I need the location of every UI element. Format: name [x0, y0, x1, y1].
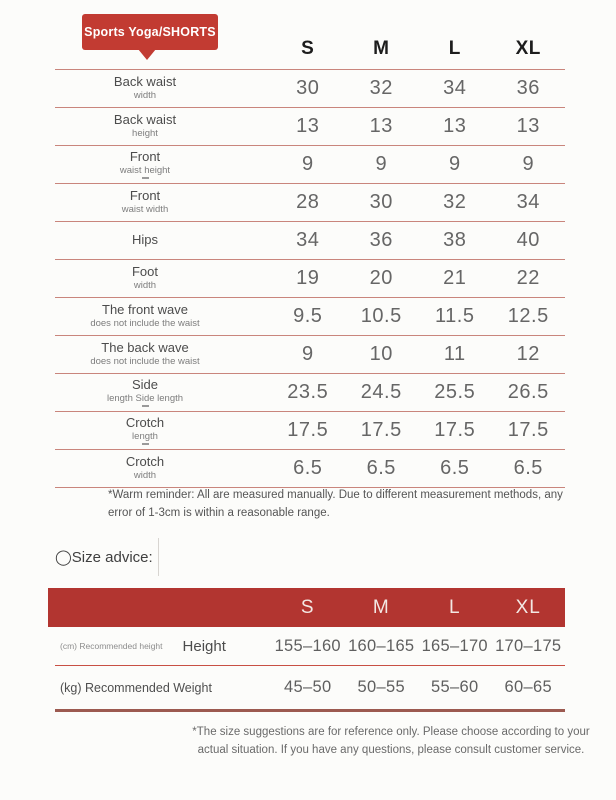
table-row	[55, 298, 565, 336]
size-table	[55, 0, 565, 488]
size-column-header: M	[372, 596, 390, 618]
size-column-header: L	[448, 596, 461, 618]
row-label-cell	[55, 233, 271, 248]
size-value: 12.5	[507, 305, 549, 327]
size-value: 21	[443, 267, 467, 289]
size-value: 17.5	[434, 419, 476, 441]
recommended-weight-label: (kg) Recommended Weight	[60, 680, 212, 695]
row-label: Back waist	[113, 112, 177, 128]
size-value: 20	[369, 267, 393, 289]
row-dash	[142, 177, 149, 179]
size-value: 9	[301, 153, 314, 175]
row-label: The back wave	[101, 340, 189, 356]
size-value: 34	[296, 229, 320, 251]
size-value: 6.5	[440, 457, 470, 479]
row-label: Front	[129, 148, 161, 164]
recommended-height-small-label: (cm) Recommended height	[60, 641, 163, 651]
advice-height-label	[55, 638, 271, 655]
row-label-cell	[55, 416, 271, 445]
row-sublabel: does not include the waist	[90, 318, 200, 330]
size-value: 13	[296, 115, 320, 137]
size-value: 28	[296, 191, 320, 213]
height-value-xl: 170–175	[495, 636, 562, 655]
size-column-header: L	[448, 38, 461, 59]
size-value: 32	[369, 77, 393, 99]
size-value: 12	[516, 343, 540, 365]
size-value: 19	[296, 267, 320, 289]
row-label-cell	[55, 113, 271, 139]
size-value: 30	[369, 191, 393, 213]
row-label-cell	[55, 265, 271, 291]
row-label: Side	[131, 376, 159, 392]
row-label: Foot	[131, 264, 158, 280]
table-row	[55, 146, 565, 184]
size-value: 22	[516, 267, 540, 289]
size-value: 13	[369, 115, 393, 137]
row-label: Crotch	[125, 454, 165, 470]
product-tag-label: Sports Yoga/SHORTS	[84, 25, 216, 39]
size-table-body	[55, 70, 565, 488]
size-value: 24.5	[360, 381, 402, 403]
table-row	[55, 260, 565, 298]
size-value: 38	[443, 229, 467, 251]
row-label: The front wave	[102, 302, 188, 318]
table-row	[55, 70, 565, 108]
row-sublabel: length Side length	[106, 392, 184, 404]
size-value: 6.5	[513, 457, 543, 479]
row-sublabel: does not include the waist	[90, 356, 200, 368]
row-sublabel: waist width	[121, 204, 169, 216]
row-dash	[142, 443, 149, 445]
size-value: 36	[369, 229, 393, 251]
size-value: 34	[443, 77, 467, 99]
row-label: Back waist	[113, 74, 177, 90]
row-sublabel: length	[132, 430, 158, 442]
warm-reminder-text: *Warm reminder: All are measured manually. Due to different measurement methods, any error of 1-3cm is within a reasonable range.	[108, 489, 563, 519]
size-value: 36	[516, 77, 540, 99]
size-value: 17.5	[287, 419, 329, 441]
size-column-header: S	[300, 596, 315, 618]
size-value: 13	[443, 115, 467, 137]
row-label-cell	[55, 341, 271, 367]
size-value: 17.5	[360, 419, 402, 441]
row-sublabel: width	[133, 280, 157, 292]
size-value: 10	[369, 343, 393, 365]
row-label-cell	[55, 303, 271, 329]
row-label-cell	[55, 189, 271, 215]
size-value: 40	[516, 229, 540, 251]
weight-value-xl: 60–65	[504, 678, 552, 696]
size-value: 9	[375, 153, 388, 175]
size-value: 34	[516, 191, 540, 213]
row-label-cell	[55, 378, 271, 407]
size-value: 6.5	[293, 457, 323, 479]
size-advice-note: *The size suggestions are for reference only. Please choose according to your actual situation. If you have any questions, please consult customer service.	[192, 726, 590, 757]
size-value: 9.5	[293, 305, 323, 327]
size-value: 9	[522, 153, 535, 175]
advice-height-row	[55, 627, 565, 666]
size-value: 10.5	[360, 305, 402, 327]
weight-value-m: 50–55	[357, 678, 405, 696]
divider-line	[158, 538, 159, 576]
table-row	[55, 184, 565, 222]
height-value-m: 160–165	[348, 636, 415, 655]
size-column-header: M	[373, 38, 390, 59]
weight-value-s: 45–50	[284, 678, 332, 696]
size-value: 23.5	[287, 381, 329, 403]
table-row	[55, 108, 565, 146]
size-value: 6.5	[366, 457, 396, 479]
size-column-header: XL	[515, 38, 541, 59]
row-label-cell	[55, 75, 271, 101]
size-value: 9	[301, 343, 314, 365]
size-value: 17.5	[507, 419, 549, 441]
row-label: Hips	[131, 232, 158, 248]
size-advice-title: ◯Size advice:	[55, 549, 153, 566]
table-row	[55, 336, 565, 374]
row-sublabel: width	[133, 90, 157, 102]
size-value: 30	[296, 77, 320, 99]
row-label-cell	[55, 150, 271, 179]
row-dash	[142, 405, 149, 407]
size-column-header: S	[301, 38, 315, 59]
size-value: 32	[443, 191, 467, 213]
size-column-header: XL	[515, 596, 541, 618]
size-value: 26.5	[507, 381, 549, 403]
size-value: 11	[443, 343, 466, 365]
height-label: Height	[182, 637, 226, 655]
table-row	[55, 412, 565, 450]
table-row	[55, 450, 565, 488]
row-label: Crotch	[125, 414, 165, 430]
row-label: Front	[129, 188, 161, 204]
row-label-cell	[55, 455, 271, 481]
size-value: 11.5	[435, 305, 475, 327]
size-value: 25.5	[434, 381, 476, 403]
weight-value-l: 55–60	[431, 678, 479, 696]
tag-pointer-icon	[138, 49, 156, 60]
product-tag	[82, 14, 218, 50]
row-sublabel: width	[133, 470, 157, 482]
row-sublabel: height	[132, 128, 158, 140]
height-value-s: 155–160	[274, 636, 341, 655]
size-value: 13	[516, 115, 540, 137]
row-sublabel: waist height	[119, 164, 171, 176]
table-row	[55, 374, 565, 412]
size-value: 9	[448, 153, 461, 175]
advice-weight-row	[55, 666, 565, 712]
size-advice-header-bar	[48, 588, 565, 627]
advice-weight-label	[55, 681, 271, 695]
height-value-l: 165–170	[421, 636, 488, 655]
table-row	[55, 222, 565, 260]
